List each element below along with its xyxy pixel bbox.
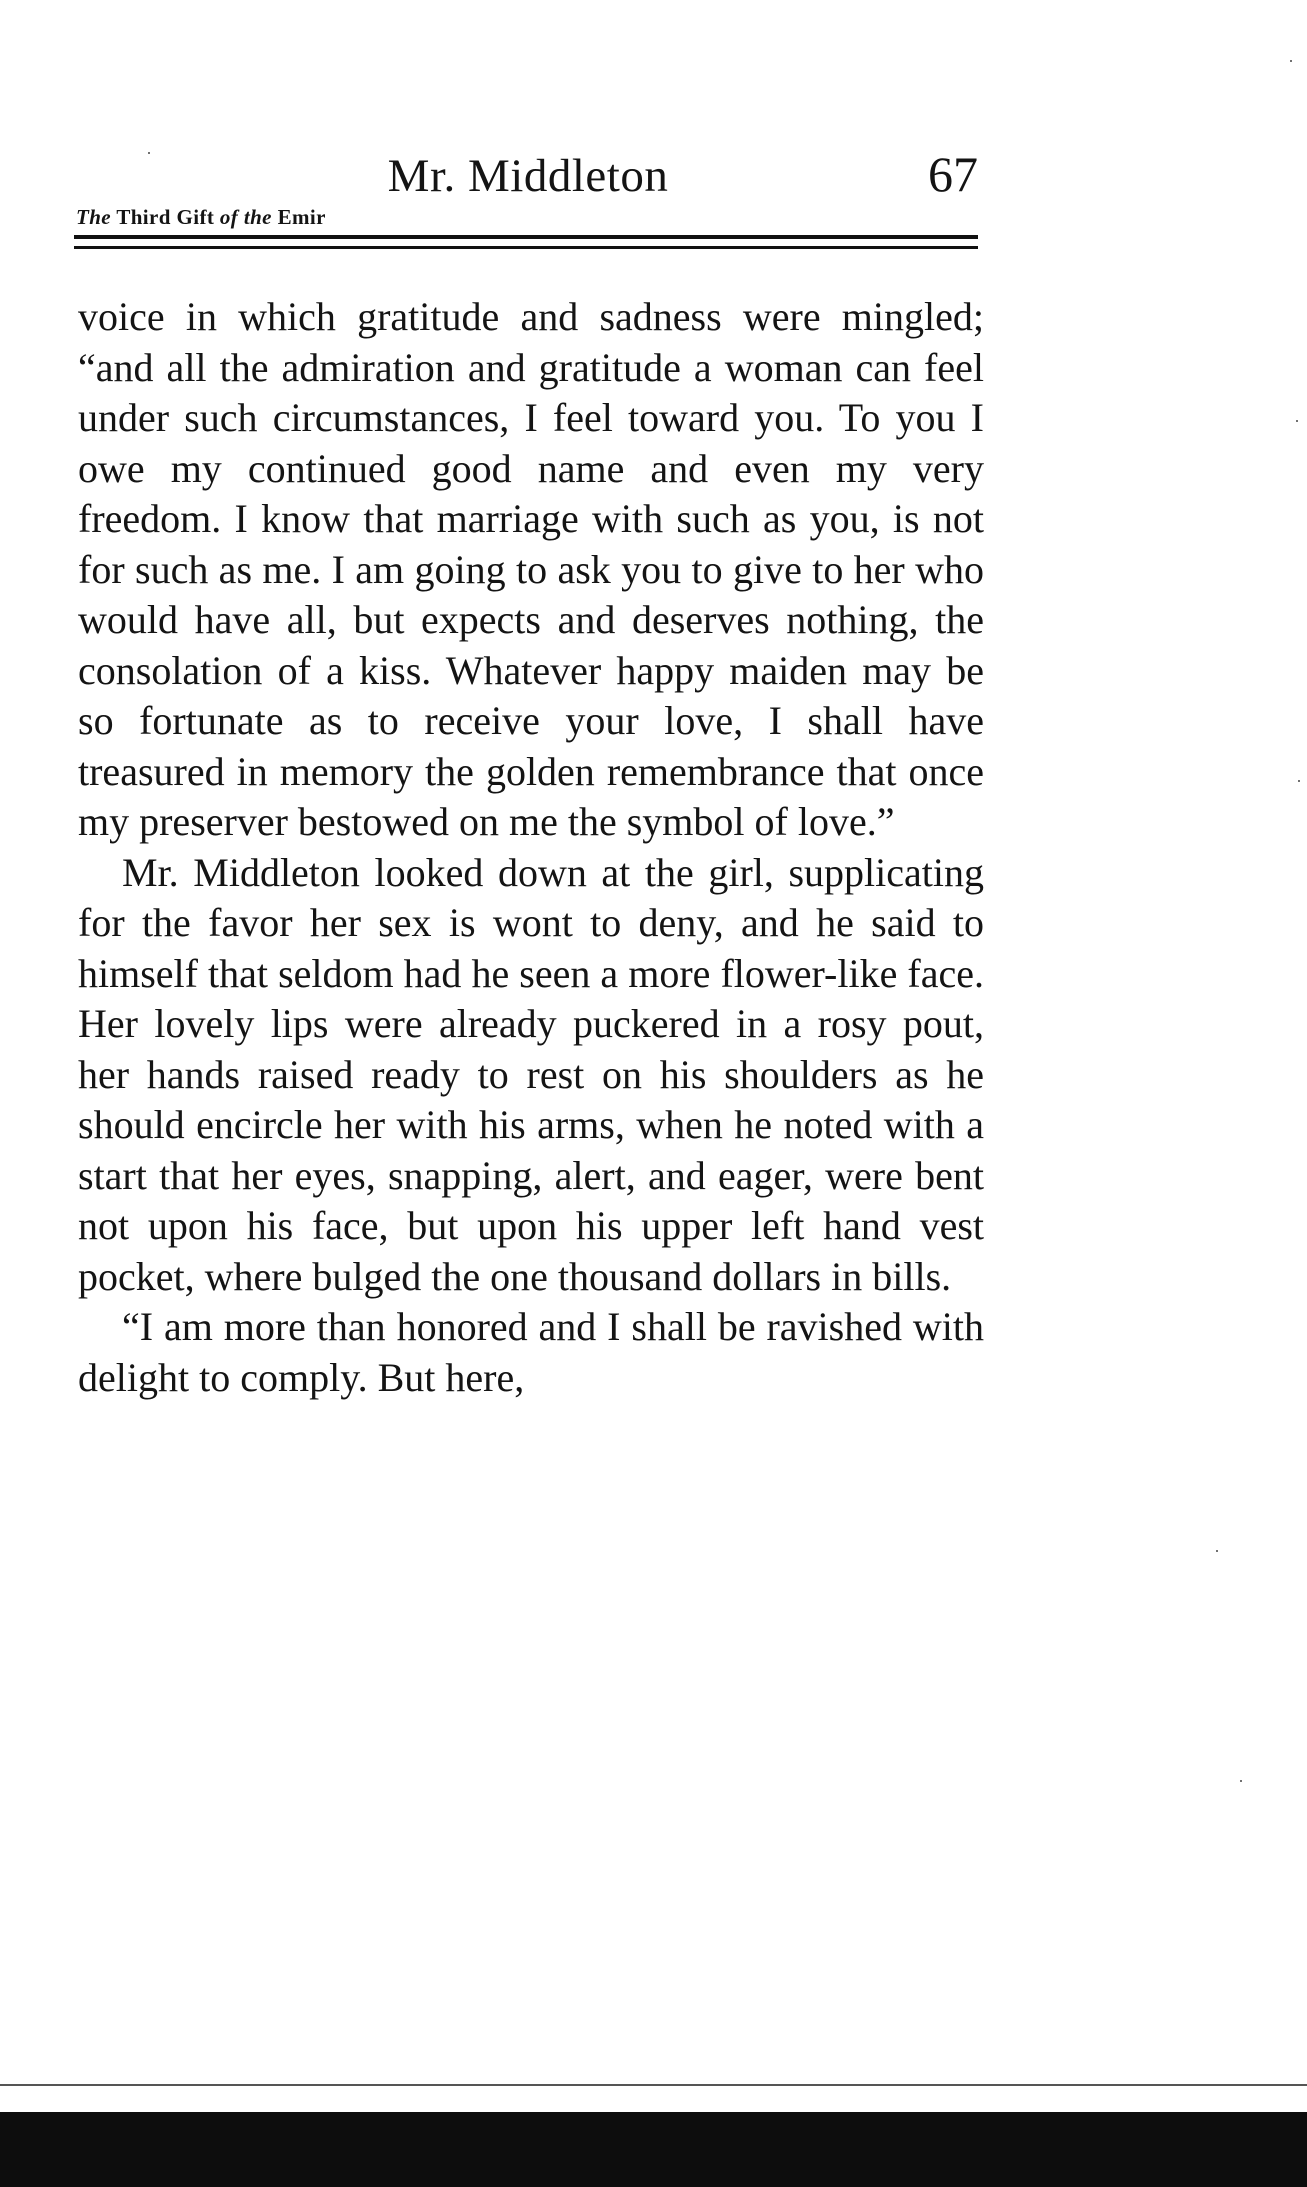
paragraph-reply: “I am more than honored and I shall be ravished with delight to comply. But here, [78,1304,984,1400]
header-rule-thick [74,235,978,239]
subtitle-word-of: of [219,205,239,229]
page-title: Mr. Middleton [387,150,669,202]
scan-edge-line [0,2084,1307,2086]
subtitle-word-third-gift: Third Gift [116,205,215,229]
paragraph-middleton: Mr. Middleton looked down at the girl, supplicating for the favor her sex is wont to deny, and he said to himself that seldom had he seen a more flower-like face. Her lovely lips were already puckered in a rosy pout, her hands raised ready to rest on his shoulders as he should encircle her with his arms, when he noted with a start that her eyes, snapping, alert, and eager, were bent not upon his face, but upon his upper left hand vest pocket, where bulged the one thousand dollars in bills. [78,849,984,1299]
scan-speckle [1240,1780,1242,1782]
scan-bottom-margin [0,2112,1307,2187]
header-rule-thin [74,246,978,249]
scan-speckle [148,152,150,154]
paragraph-continued: voice in which gratitude and sadness were mingled; “and all the admiration and gratitude a woman can feel under such circumstances, I feel toward you. To you I owe my continued good name and even my very freedom. I know that marriage with such as you, is not for such as me. I am going to ask you to give to her who would have all, but expects and deserves nothing, the consolation of a kiss. Whatever happy maiden may be so fortunate as to receive your love, I shall have treasured in memory the golden remembrance that once my preserver bestowed on me the symbol of love.” [78,294,984,844]
subtitle-word-emir: Emir [277,205,326,229]
section-subtitle [76,204,326,230]
subtitle-word-the2: the [243,205,272,229]
body-text [78,292,984,1403]
scan-speckle [1290,60,1292,62]
scan-speckle [1298,780,1300,782]
running-head [76,138,980,208]
scan-speckle [1216,1550,1218,1552]
subtitle-word-the: The [76,205,112,229]
scan-speckle [1296,420,1298,422]
page-number: 67 [928,146,978,202]
